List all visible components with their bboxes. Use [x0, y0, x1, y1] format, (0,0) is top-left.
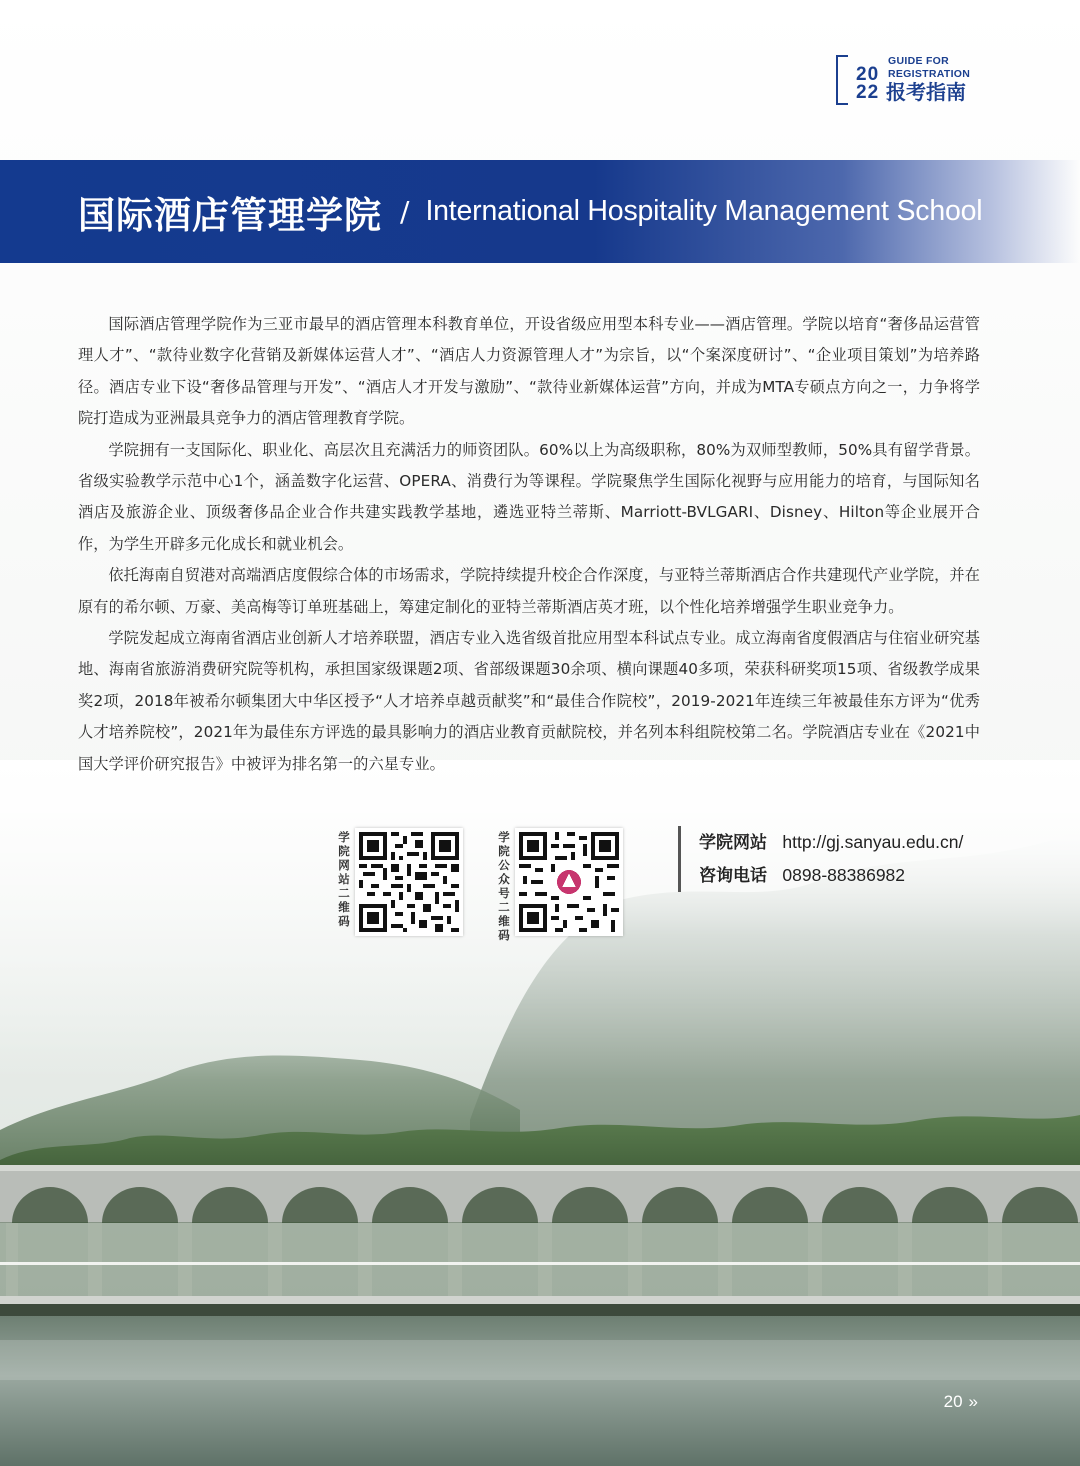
paragraph-cooperation: 依托海南自贸港对高端酒店度假综合体的市场需求，学院持续提升校企合作深度，与亚特兰蒂斯酒店合作共建现代产业学院，并在原有的希尔顿、万豪、美高梅等订单班基础上，筹建定制化的亚特兰蒂斯酒店英才班，以个性化培养增强学生职业竞争力。 — [78, 566, 980, 616]
badge-guide-line2: REGISTRATION — [888, 67, 971, 80]
double-chevron-right-icon: » — [968, 1392, 978, 1411]
website-qr-code[interactable] — [355, 828, 463, 936]
website-key: 学院网站 — [699, 833, 767, 853]
title-banner — [0, 160, 1080, 263]
article-body — [78, 309, 980, 780]
phone-number[interactable]: 0898-88386982 — [782, 865, 906, 885]
guide-badge — [836, 55, 978, 103]
page-number — [944, 1392, 978, 1412]
paragraph-faculty: 学院拥有一支国际化、职业化、高层次且充满活力的师资团队。60%以上为高级职称，80%为双师型教师，50%具有留学背景。省级实验教学示范中心1个，涵盖数字化运营、OPERA、消费行为等课程。学院聚焦学生国际化视野与应用能力的培育，与国际知名酒店及旅游企业、顶级奢侈品企业合作共建实践教学基地，遴选亚特兰蒂斯、Marriott-BVLGARI、Disney、Hilton等企业展开合作，为学生开辟多元化成长和就业机会。 — [78, 440, 980, 553]
badge-year — [856, 66, 879, 102]
contact-info — [678, 826, 963, 892]
badge-year-bottom: 22 — [856, 82, 880, 103]
badge-year-top: 20 — [856, 64, 880, 85]
banner-title-en: International Hospitality Management School — [425, 195, 983, 227]
page-number-value: 20 — [943, 1392, 963, 1411]
badge-title-cn: 报考指南 — [886, 80, 966, 104]
phone-row — [699, 859, 963, 892]
wechat-qr-label: 学院公众号二维码 — [498, 830, 510, 942]
banner-title-cn: 国际酒店管理学院 — [78, 193, 382, 237]
paragraph-intro: 国际酒店管理学院作为三亚市最早的酒店管理本科教育单位，开设省级应用型本科专业——酒店管理。学院以培育“奢侈品运营管理人才”、“款待业数字化营销及新媒体运营人才”、“酒店人力资源管理人才”为宗旨，以“个案深度研讨”、“企业项目策划”为培养路径。酒店专业下设“奢侈品管理与开发”、“酒店人才开发与激励”、“款待业新媒体运营”方向，并成为MTA专硕点方向之一，力争将学院打造成为亚洲最具竞争力的酒店管理教育学院。 — [78, 315, 980, 428]
website-row — [699, 826, 963, 859]
badge-guide-text — [888, 55, 970, 80]
badge-bracket — [836, 55, 848, 105]
website-link[interactable]: http://gj.sanyau.edu.cn/ — [782, 832, 964, 852]
wechat-qr-code[interactable] — [515, 828, 623, 936]
paragraph-achievements: 学院发起成立海南省酒店业创新人才培养联盟，酒店专业入选省级首批应用型本科试点专业。成立海南省度假酒店与住宿业研究基地、海南省旅游消费研究院等机构，承担国家级课题2项、省部级课题30余项、横向课题40多项，荣获科研奖项15项、省级教学成果奖2项，2018年被希尔顿集团大中华区授予“人才培养卓越贡献奖”和“最佳合作院校”，2019-2021年连续三年被最佳东方评为“优秀人才培养院校”，2021年为最佳东方评选的最具影响力的酒店业教育贡献院校，并名列本科组院校第二名。学院酒店专业在《2021中国大学评价研究报告》中被评为排名第一的六星专业。 — [78, 629, 980, 773]
phone-key: 咨询电话 — [699, 866, 767, 886]
banner-separator: / — [400, 195, 410, 228]
website-qr-label: 学院网站二维码 — [338, 830, 350, 928]
badge-guide-line1: GUIDE FOR — [888, 55, 950, 67]
